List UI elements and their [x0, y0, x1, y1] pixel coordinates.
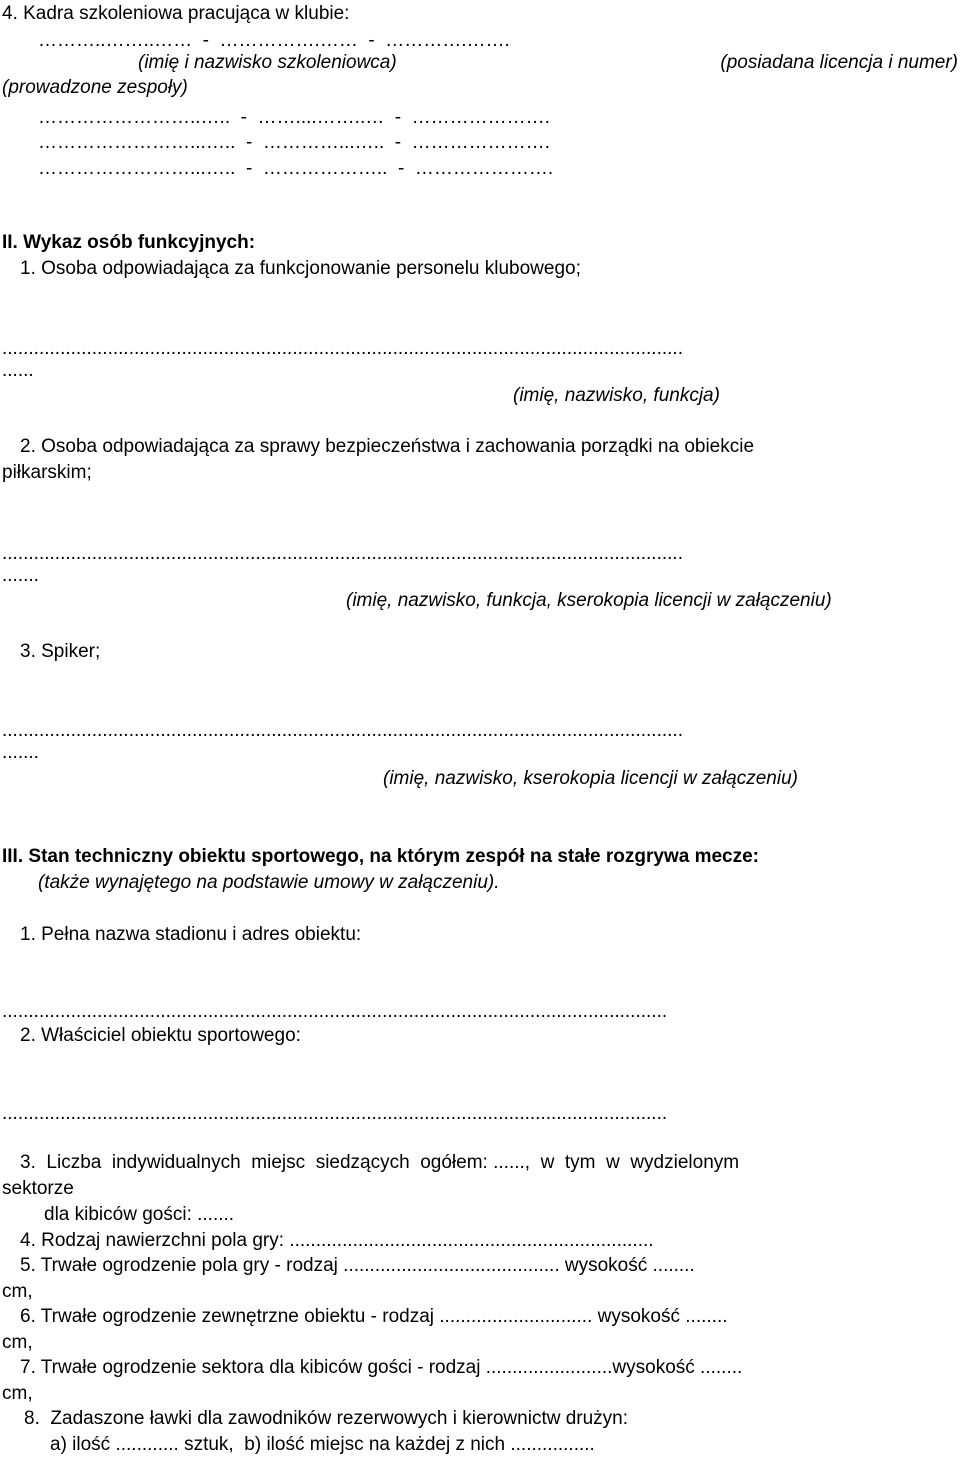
item-3-caption: (imię, nazwisko, kserokopia licencji w załączeniu) [383, 768, 798, 789]
away-fence-label: 7. Trwałe ogrodzenie sektora dla kibiców gości - rodzaj ........................wysokość ........ [20, 1357, 743, 1378]
stadium-name-label: 1. Pełna nazwa stadionu i adres obiektu: [20, 924, 362, 945]
benches-sub-label: a) ilość ............ sztuk, b) ilość miejsc na każdej z nich ................ [50, 1434, 595, 1455]
away-seats-label: dla kibiców gości: ....... [44, 1204, 235, 1225]
item-1-caption: (imię, nazwisko, funkcja) [513, 385, 720, 406]
section-iii-subheading: (także wynajętego na podstawie umowy w załączeniu). [38, 872, 500, 893]
coach-license-label: (posiadana licencja i numer) [720, 52, 958, 73]
item-2-dots-cont: ....... [2, 565, 39, 586]
coach-dots-row: ……………………..….. - ……....……..… - …………………. [38, 107, 550, 128]
seats-label: 3. Liczba indywidualnych miejsc siedzących ogółem: ......, w tym w wydzielonym [20, 1152, 740, 1173]
item-1-dots-cont: ...... [2, 360, 34, 381]
item-2-caption: (imię, nazwisko, funkcja, kserokopia licencji w załączeniu) [346, 590, 832, 611]
item-2-label: 2. Osoba odpowiadająca za sprawy bezpieczeństwa i zachowania porządki na obiekcie [20, 436, 755, 457]
item-1-dots: ................................................................................................................................. [2, 338, 683, 359]
pitch-fence-unit: cm, [2, 1281, 33, 1302]
coach-dots-row: ……………………...….. - …………...….. - …………………. [38, 132, 550, 153]
item-2-label-cont: piłkarskim; [2, 462, 92, 483]
seats-label-cont: sektorze [2, 1178, 74, 1199]
coach-name-label: (imię i nazwisko szkoleniowca) [138, 52, 397, 73]
stadium-name-dots: .............................................................................................................................. [2, 1001, 668, 1022]
benches-label: 8. Zadaszone ławki dla zawodników rezerwowych i kierownictw drużyn: [24, 1408, 629, 1429]
section-4-heading: 4. Kadra szkoleniowa pracująca w klubie: [2, 3, 350, 24]
item-3-label: 3. Spiker; [20, 641, 101, 662]
surface-label: 4. Rodzaj nawierzchni pola gry: ..................................................................... [20, 1230, 654, 1251]
item-2-dots: ................................................................................................................................. [2, 543, 683, 564]
outer-fence-label: 6. Trwałe ogrodzenie zewnętrzne obiektu - rodzaj ............................. wysokość ........ [20, 1306, 728, 1327]
coach-dots-row: ………..……..…… - …………….…… - ………….……. [38, 30, 510, 51]
pitch-fence-label: 5. Trwałe ogrodzenie pola gry - rodzaj ......................................... wysokość ........ [20, 1255, 695, 1276]
coach-dots-row: ……………………...….. - ……………….. - …………………. [38, 158, 554, 179]
owner-label: 2. Właściciel obiektu sportowego: [20, 1025, 301, 1046]
section-iii-heading: III. Stan techniczny obiektu sportowego, na którym zespół na stałe rozgrywa mecze: [2, 846, 760, 867]
owner-dots: .............................................................................................................................. [2, 1103, 668, 1124]
item-3-dots: ................................................................................................................................. [2, 720, 683, 741]
item-3-dots-cont: ....... [2, 742, 39, 763]
coach-teams-label: (prowadzone zespoły) [2, 77, 188, 98]
away-fence-unit: cm, [2, 1383, 33, 1404]
section-ii-heading: II. Wykaz osób funkcyjnych: [2, 232, 256, 253]
item-1-label: 1. Osoba odpowiadająca za funkcjonowanie personelu klubowego; [20, 258, 581, 279]
outer-fence-unit: cm, [2, 1332, 33, 1353]
